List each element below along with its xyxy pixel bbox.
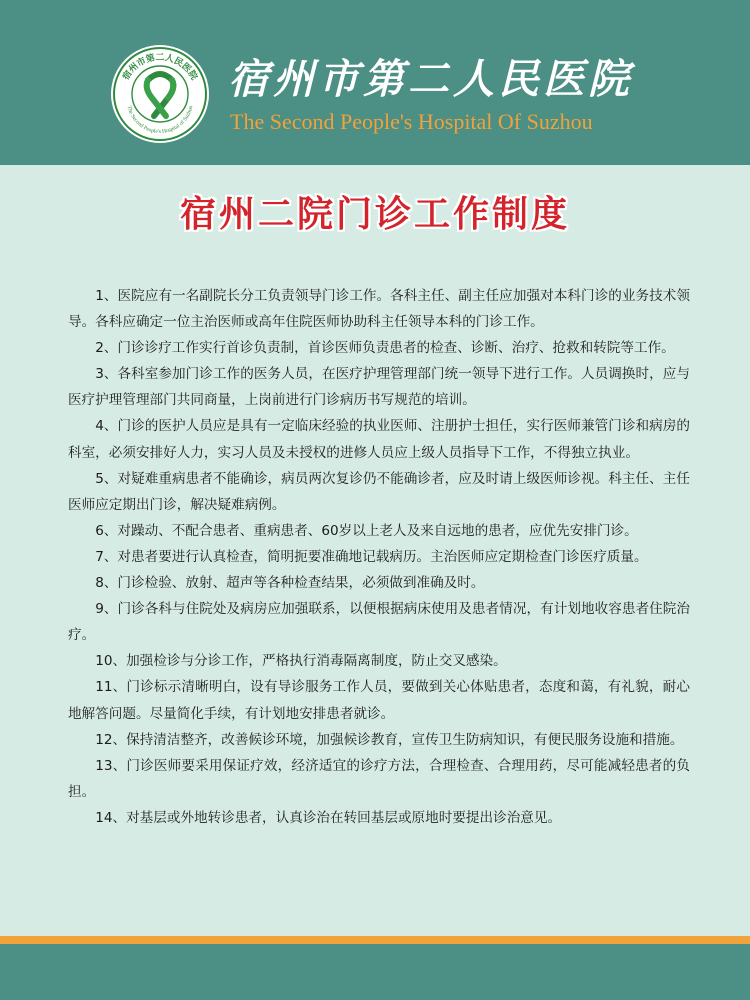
header-banner	[0, 0, 750, 165]
rule-item: 9、门诊各科与住院处及病房应加强联系，以便根据病床使用及患者情况，有计划地收容患者住院治疗。	[68, 601, 690, 644]
rule-item: 7、对患者要进行认真检查，简明扼要准确地记载病历。主治医师应定期检查门诊医疗质量。	[95, 548, 648, 565]
rule-item: 3、各科室参加门诊工作的医务人员，在医疗护理管理部门统一领导下进行工作。人员调换时，应与医疗护理管理部门共同商量，上岗前进行门诊病历书写规范的培训。	[68, 366, 690, 409]
rule-item: 12、保持清洁整齐，改善候诊环境，加强候诊教育，宣传卫生防病知识，有便民服务设施和措施。	[95, 731, 684, 748]
rule-item: 2、门诊诊疗工作实行首诊负责制，首诊医师负责患者的检查、诊断、治疗、抢救和转院等工作。	[95, 340, 675, 357]
orange-stripe	[0, 936, 750, 944]
ribbon-logo-icon	[110, 44, 210, 144]
rule-item: 1、医院应有一名副院长分工负责领导门诊工作。各科主任、副主任应加强对本科门诊的业务技术领导。各科应确定一位主治医师或高年住院医师协助科主任领导本科的门诊工作。	[68, 288, 690, 331]
rules-list	[68, 283, 690, 831]
rule-item: 11、门诊标示清晰明白，设有导诊服务工作人员，要做到关心体贴患者，态度和蔼，有礼貌，耐心地解答问题。尽量简化手续，有计划地安排患者就诊。	[68, 679, 690, 722]
rule-item: 13、门诊医师要采用保证疗效，经济适宜的诊疗方法，合理检查、合理用药，尽可能减轻患者的负担。	[68, 757, 690, 800]
logo-ring-text-en: The Second People's Hospital of Suzhou	[125, 105, 195, 136]
logo-ring-text-cn: 宿州市第二人民医院	[121, 53, 199, 83]
rule-item: 14、对基层或外地转诊患者，认真诊治在转回基层或原地时要提出诊治意见。	[95, 809, 562, 826]
hospital-name-en: The Second People's Hospital Of Suzhou	[230, 109, 593, 134]
hospital-logo	[110, 44, 210, 144]
page-title: 宿州二院门诊工作制度	[179, 194, 570, 235]
footer-band	[0, 944, 750, 1000]
rule-item: 8、门诊检验、放射、超声等各种检查结果，必须做到准确及时。	[95, 575, 485, 592]
rule-item: 5、对疑难重病患者不能确诊，病员两次复诊仍不能确诊者，应及时请上级医师诊视。科主任、主任医师应定期出门诊，解决疑难病例。	[68, 470, 690, 513]
rule-item: 6、对躁动、不配合患者、重病患者、60岁以上老人及来自远地的患者，应优先安排门诊。	[95, 522, 638, 539]
rule-item: 10、加强检诊与分诊工作，严格执行消毒隔离制度，防止交叉感染。	[95, 653, 507, 670]
rule-item: 4、门诊的医护人员应是具有一定临床经验的执业医师、注册护士担任，实行医师兼管门诊和病房的科室，必须安排好人力，实习人员及未授权的进修人员应上级人员指导下工作，不得独立执业。	[68, 418, 690, 461]
hospital-name-cn: 宿州市第二人民医院	[228, 55, 633, 103]
